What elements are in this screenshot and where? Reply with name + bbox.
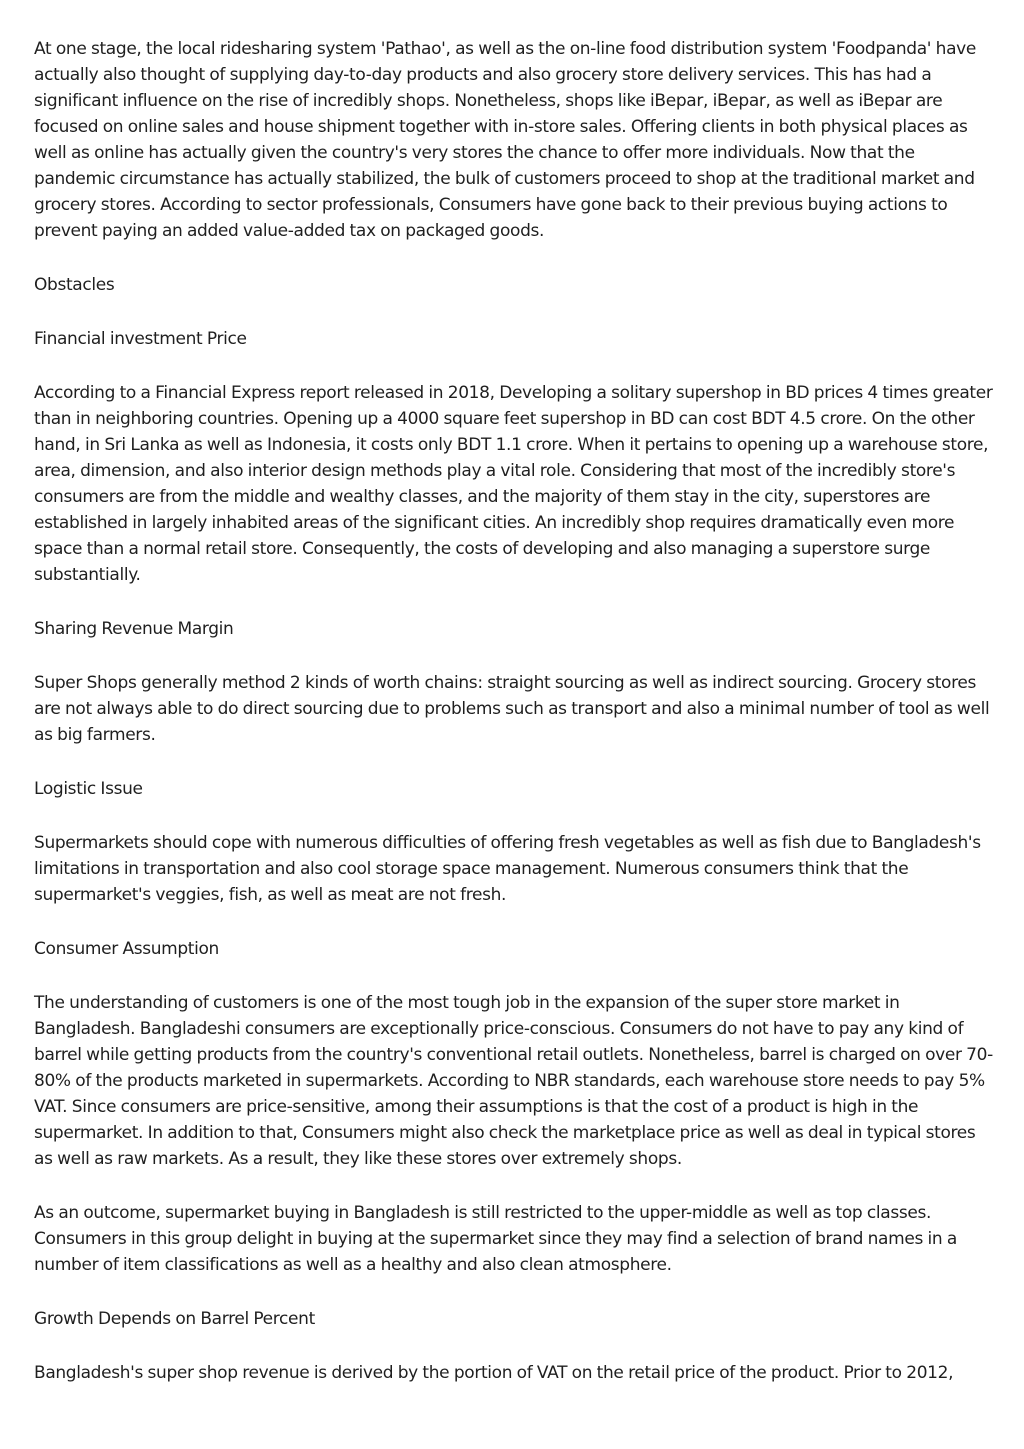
paragraph-investment-cost: According to a Financial Express report released in 2018, Developing a solitary supershop in BD prices 4 times greater than in neighboring countries. Opening up a 4000 square feet supershop in BD can cost BDT 4.5 crore. On the other hand, in Sri Lanka as well as Indonesia, it costs only BDT 1.1 crore. When it pertains to opening up a warehouse store, area, dimension, and also interior design methods play a vital role. Considering that most of the incredibly store's consumers are from the middle and wealthy classes, and the majority of them stay in the city, superstores are established in largely inhabited areas of the significant cities. An incredibly shop requires dramatically even more space than a normal retail store. Consequently, the costs of developing and also managing a superstore surge substantially. — [34, 383, 993, 585]
document-body — [34, 36, 994, 1414]
paragraph-logistics: Supermarkets should cope with numerous difficulties of offering fresh vegetables as well as fish due to Bangladesh's limitations in transportation and also cool storage space management. Numerous consumers think that the supermarket's veggies, fish, as well as meat are not fresh. — [34, 833, 981, 905]
paragraph-consumer-understanding: The understanding of customers is one of the most tough job in the expansion of the super store market in Bangladesh. Bangladeshi consumers are exceptionally price-conscious. Consumers do not have to pay any kind of barrel while getting products from the country's conventional retail outlets. Nonetheless, barrel is charged on over 70-80% of the products marketed in supermarkets. According to NBR standards, each warehouse store needs to pay 5% VAT. Since consumers are price-sensitive, among their assumptions is that the cost of a product is high in the supermarket. In addition to that, Consumers might also check the marketplace price as well as deal in typical stores as well as raw markets. As a result, they like these stores over extremely shops. — [34, 993, 993, 1169]
heading-sharing-revenue-margin: Sharing Revenue Margin — [34, 619, 234, 639]
paragraph-vat-revenue: Bangladesh's super shop revenue is derived by the portion of VAT on the retail price of the product. Prior to 2012, — [34, 1363, 954, 1383]
paragraph-intro: At one stage, the local ridesharing system 'Pathao', as well as the on-line food distribution system 'Foodpanda' have actually also thought of supplying day-to-day products and also grocery store delivery services. This has had a significant influence on the rise of incredibly shops. Nonetheless, shops like iBepar, iBepar, as well as iBepar are focused on online sales and house shipment together with in-store sales. Offering clients in both physical places as well as online has actually given the country's very stores the chance to offer more individuals. Now that the pandemic circumstance has actually stabilized, the bulk of customers proceed to shop at the traditional market and grocery stores. According to sector professionals, Consumers have gone back to their previous buying actions to prevent paying an added value-added tax on packaged goods. — [34, 39, 976, 241]
paragraph-outcome: As an outcome, supermarket buying in Bangladesh is still restricted to the upper-middle as well as top classes. Consumers in this group delight in buying at the supermarket since they may find a selection of brand names in a number of item classifications as well as a healthy and also clean atmosphere. — [34, 1203, 957, 1275]
heading-logistic-issue: Logistic Issue — [34, 779, 143, 799]
heading-obstacles: Obstacles — [34, 275, 115, 295]
heading-growth-barrel-percent: Growth Depends on Barrel Percent — [34, 1309, 315, 1329]
paragraph-value-chains: Super Shops generally method 2 kinds of worth chains: straight sourcing as well as indirect sourcing. Grocery stores are not always able to do direct sourcing due to problems such as transport and also a minimal number of tool as well as big farmers. — [34, 673, 990, 745]
heading-consumer-assumption: Consumer Assumption — [34, 939, 219, 959]
heading-financial-investment-price: Financial investment Price — [34, 329, 247, 349]
